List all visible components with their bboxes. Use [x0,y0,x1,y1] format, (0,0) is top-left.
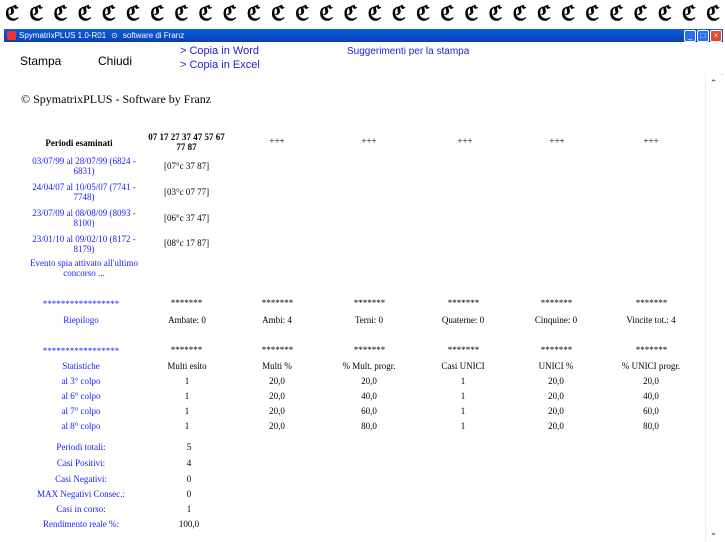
col-header-4: +++ [549,136,565,146]
spiral-ring-icon: ℭ [367,1,382,25]
stat-row-label: al 7° colpo [61,406,101,416]
statistiche-header: % UNICI progr. [621,361,681,371]
stat-cell: 80,0 [643,421,659,431]
spiral-ring-icon: ℭ [270,1,285,25]
statistiche-stars-cell: ******* [447,345,480,355]
statistiche-header: Multi esito [167,361,207,371]
spiral-ring-icon: ℭ [198,1,213,25]
periodi-header: Periodi esaminati [45,138,113,148]
stat-cell: 1 [460,391,466,401]
totali-label: Casi in corso: [56,504,106,514]
riepilogo-cell: Cinquine: 0 [534,315,578,325]
spiral-binding [0,0,725,28]
spiral-ring-icon: ℭ [633,1,648,25]
spiral-ring-icon: ℭ [295,1,310,25]
col-header-5: +++ [643,136,659,146]
spiral-ring-icon: ℭ [391,1,406,25]
spiral-ring-icon: ℭ [319,1,334,25]
stat-cell: 1 [184,376,190,386]
statistiche-header: Casi UNICI [441,361,485,371]
spiral-ring-icon: ℭ [609,1,624,25]
stat-cell: 20,0 [361,376,377,386]
spiral-ring-icon: ℭ [536,1,551,25]
riepilogo-stars-cell: ******* [447,298,480,308]
stat-cell: 1 [460,376,466,386]
spiral-ring-icon: ℭ [561,1,576,25]
scroll-up-icon[interactable]: ⌃ [709,78,718,88]
stat-cell: 20,0 [548,406,564,416]
periodo-value: [08°c 17 87] [164,238,210,248]
riepilogo-stars-cell: ******* [635,298,668,308]
statistiche-header: Multi % [262,361,292,371]
spiral-ring-icon: ℭ [512,1,527,25]
stat-cell: 1 [460,406,466,416]
spiral-ring-icon: ℭ [5,1,20,25]
riepilogo-stars: ***************** [42,299,120,309]
minimize-icon[interactable]: _ [684,30,696,42]
col-header-2: +++ [361,136,377,146]
stat-cell: 20,0 [269,406,285,416]
totali-label: Casi Positivi: [56,458,106,468]
periodo-value: [06°c 37 47] [164,213,210,223]
riepilogo-label: Riepilogo [63,315,99,325]
statistiche-stars-cell: ******* [353,345,386,355]
totali-label: Rendimento reale %: [43,519,119,529]
report-content [4,74,705,542]
stat-cell: 20,0 [643,376,659,386]
app-icon [7,31,16,40]
stat-cell: 20,0 [269,376,285,386]
menu-bar [4,42,723,75]
periodo-row: 23/07/09 al 08/08/09 (8093 - 8100) [32,208,136,228]
stat-cell: 40,0 [643,391,659,401]
periodo-value: [03°c 07 77] [164,187,210,197]
stat-cell: 1 [184,391,190,401]
statistiche-header: % Mult. progr. [342,361,396,371]
spiral-ring-icon: ℭ [125,1,140,25]
riepilogo-stars-cell: ******* [540,298,573,308]
totali-value: 100,0 [178,519,200,529]
spiral-ring-icon: ℭ [681,1,696,25]
totali-value: 0 [186,489,192,499]
spiral-ring-icon: ℭ [657,1,672,25]
stat-row-label: al 8° colpo [61,421,101,431]
window-title: SpymatrixPLUS 1.0-R01 [19,31,107,40]
stat-cell: 1 [460,421,466,431]
statistiche-stars-cell: ******* [540,345,573,355]
chiudi-button[interactable]: Chiudi [98,54,133,68]
statistiche-stars-cell: ******* [170,345,203,355]
spiral-ring-icon: ℭ [222,1,237,25]
col-header-3: +++ [457,136,473,146]
riepilogo-cell: Vincite tot.: 4 [626,315,676,325]
stampa-button[interactable]: Stampa [20,54,62,68]
statistiche-label: Statistiche [62,361,100,371]
riepilogo-cell: Quaterne: 0 [441,315,485,325]
statistiche-header: UNICI % [538,361,574,371]
spiral-ring-icon: ℭ [488,1,503,25]
totali-value: 5 [186,442,192,452]
statistiche-stars: ***************** [42,346,120,356]
spiral-ring-icon: ℭ [101,1,116,25]
spiral-ring-icon: ℭ [415,1,431,25]
riepilogo-stars-cell: ******* [261,298,294,308]
riepilogo-cell: Terni: 0 [354,315,384,325]
stat-cell: 20,0 [548,376,564,386]
statistiche-stars-cell: ******* [635,345,668,355]
col-header-1: +++ [269,136,285,146]
totali-label: Casi Negativi: [55,474,107,484]
totali-value: 4 [186,458,192,468]
spiral-ring-icon: ℭ [706,1,721,25]
vertical-scrollbar[interactable] [705,74,721,542]
periodo-row: 03/07/99 al 28/07/99 (6824 - 6831) [32,156,136,176]
numbers-header: 07 17 27 37 47 57 67 77 87 [148,132,225,152]
stat-row-label: al 6° colpo [61,391,101,401]
spiral-ring-icon: ℭ [440,1,455,25]
spiral-ring-icon: ℭ [585,1,600,25]
suggerimenti-link[interactable]: Suggerimenti per la stampa [347,46,470,57]
close-icon[interactable]: × [710,30,722,42]
spiral-ring-icon: ℭ [464,1,479,25]
window-controls [684,30,722,42]
separator-icon: ⊙ [111,31,118,40]
report-heading: © SpymatrixPLUS - Software by Franz [21,92,212,106]
spiral-ring-icon: ℭ [150,1,165,25]
totali-value: 0 [186,474,192,484]
totali-label: Periodi totali: [56,442,106,452]
stat-cell: 1 [184,406,190,416]
stat-cell: 80,0 [361,421,377,431]
riepilogo-stars-cell: ******* [170,298,203,308]
periodo-row: 23/01/10 al 09/02/10 (8172 - 8179) [32,234,136,254]
totali-value: 1 [186,504,192,514]
copia-excel-link[interactable]: > Copia in Excel [180,59,260,71]
copia-word-link[interactable]: > Copia in Word [180,45,259,57]
scroll-down-icon[interactable]: ⌄ [709,527,718,537]
stat-cell: 20,0 [548,421,564,431]
spiral-ring-icon: ℭ [53,1,68,25]
totali-label: MAX Negativi Consec.: [37,489,125,499]
stat-cell: 60,0 [361,406,377,416]
window-subtitle: software di Franz [122,31,185,40]
spiral-ring-icon: ℭ [343,1,358,25]
stat-cell: 60,0 [643,406,659,416]
stat-cell: 40,0 [361,391,377,401]
periodo-row: 24/04/07 al 10/05/07 (7741 - 7748) [32,182,136,202]
evento-spia-text: Evento spia attivato all'ultimo concorso ... [30,258,138,278]
spiral-ring-icon: ℭ [29,1,44,25]
riepilogo-stars-cell: ******* [353,298,386,308]
stat-cell: 20,0 [269,391,285,401]
spiral-ring-icon: ℭ [77,1,92,25]
stat-row-label: al 3° colpo [61,376,101,386]
riepilogo-cell: Ambate: 0 [168,315,206,325]
periodo-value: [07°c 37 87] [164,161,210,171]
maximize-icon[interactable]: □ [697,30,709,42]
spiral-ring-icon: ℭ [174,1,189,25]
riepilogo-cell: Ambi: 4 [262,315,292,325]
statistiche-stars-cell: ******* [261,345,294,355]
stat-cell: 20,0 [548,391,564,401]
window-titlebar [4,29,723,42]
stat-cell: 1 [184,421,190,431]
spiral-ring-icon: ℭ [246,1,261,25]
stat-cell: 20,0 [269,421,285,431]
